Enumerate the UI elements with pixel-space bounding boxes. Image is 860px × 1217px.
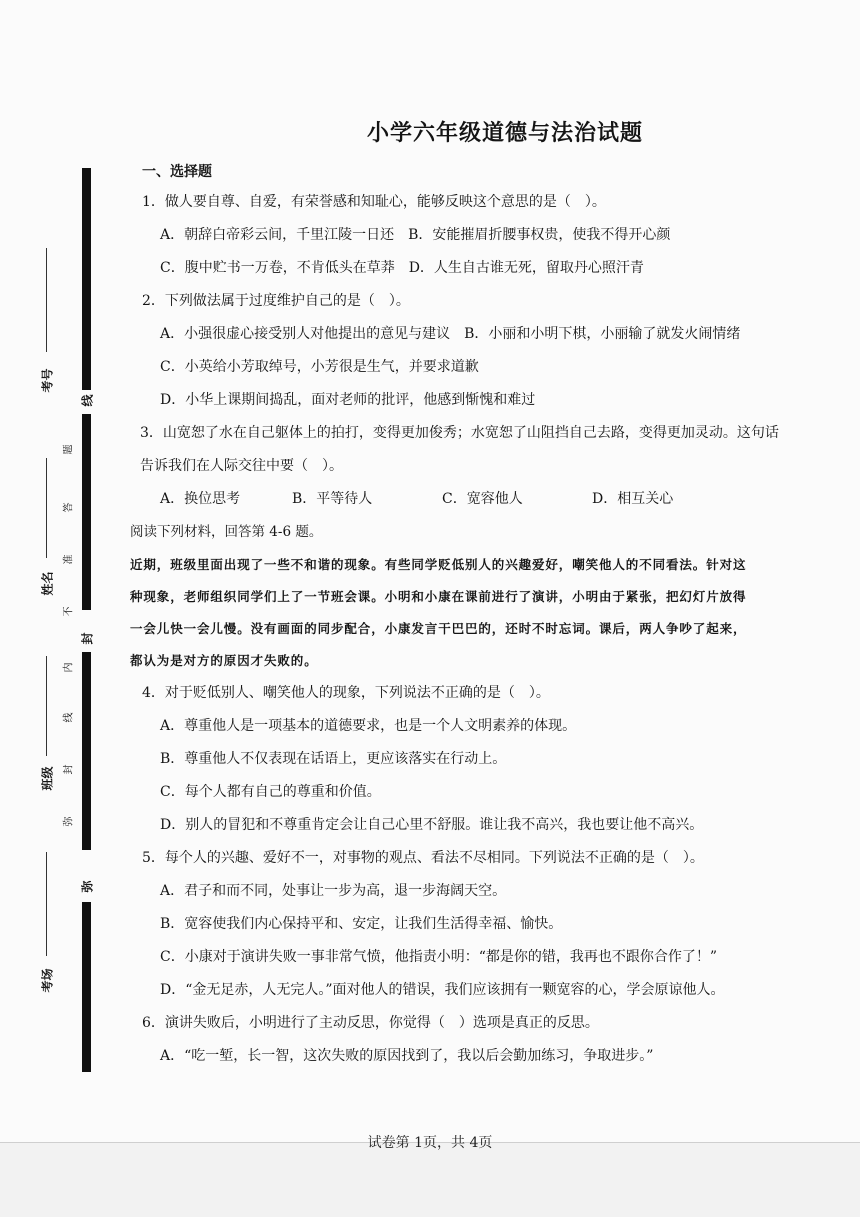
question-6-option-a: A．“吃一堑，长一智，这次失败的原因找到了，我以后会勤加练习，争取进步。” — [160, 1048, 654, 1064]
question-body — [130, 158, 842, 1073]
passage-line: 种现象，老师组织同学们上了一节班会课。小明和小康在课前进行了演讲，小明由于紧张，把幻灯片放得 — [130, 589, 747, 604]
question-3-option-a: A．换位思考 — [160, 491, 241, 507]
seal-char-line: 线 — [80, 394, 95, 407]
question-1-options-ab: A．朝辞白帝彩云间，千里江陵一日还 B．安能摧眉折腰事权贵，使我不得开心颜 — [160, 227, 671, 243]
page-edge — [0, 1142, 860, 1217]
reading-instruction: 阅读下列材料，回答第 4-6 题。 — [130, 524, 323, 540]
passage-line: 都认为是对方的原因才失败的。 — [130, 653, 318, 668]
binding-bar — [82, 902, 91, 1072]
seal-char-mi: 弥 — [80, 880, 95, 893]
question-3-options — [142, 483, 842, 516]
binding-bar — [82, 652, 91, 850]
label-text: 班级 — [40, 766, 55, 791]
question-4-option-d: D．别人的冒犯和不尊重肯定会让自己心里不舒服。谁让我不高兴，我也要让他不高兴。 — [160, 817, 704, 833]
question-3-option-d: D．相互关心 — [592, 491, 674, 507]
question-3-option-c: C．宽容他人 — [442, 491, 523, 507]
question-5-option-d: D．“金无足赤，人无完人。”面对他人的错误，我们应该拥有一颗宽容的心，学会原谅他人。 — [160, 982, 725, 998]
exam-room-line — [46, 852, 47, 956]
page-footer: 试卷第 1页，共 4页 — [367, 1135, 493, 1151]
question-3-line-2: 告诉我们在人际交往中要（ ）。 — [140, 458, 343, 474]
question-3-option-b: B．平等待人 — [292, 491, 373, 507]
label-exam-number — [39, 364, 56, 398]
notice-char: 内 — [63, 662, 75, 673]
notice-char: 答 — [63, 502, 75, 513]
label-class — [39, 762, 56, 796]
question-4-option-a: A．尊重他人是一项基本的道德要求，也是一个人文明素养的体现。 — [160, 718, 577, 734]
notice-char: 题 — [63, 444, 75, 455]
notice-char: 封 — [63, 764, 75, 775]
label-text: 考场 — [40, 968, 55, 993]
notice-char: 不 — [63, 606, 75, 617]
question-1-options-cd: C．腹中贮书一万卷，不肯低头在草莽 D．人生自古谁无死，留取丹心照汗青 — [160, 260, 644, 276]
question-6: 6．演讲失败后，小明进行了主动反思，你觉得（ ）选项是真正的反思。 — [142, 1015, 599, 1031]
label-text: 考号 — [40, 368, 55, 393]
question-4: 4．对于贬低别人、嘲笑他人的现象，下列说法不正确的是（ ）。 — [142, 685, 550, 701]
question-5-option-b: B．宽容使我们内心保持平和、安定，让我们生活得幸福、愉快。 — [160, 916, 563, 932]
class-line — [46, 656, 47, 756]
reading-passage — [130, 549, 842, 677]
question-4-option-b: B．尊重他人不仅表现在话语上，更应该落实在行动上。 — [160, 751, 507, 767]
passage-line: 一会儿快一会儿慢。没有画面的同步配合，小康发言干巴巴的，还时不时忘词。课后，两人争吵了起来， — [130, 621, 747, 636]
question-2: 2．下列做法属于过度维护自己的是（ ）。 — [142, 293, 410, 309]
page-title: 小学六年级道德与法治试题 — [366, 120, 643, 146]
question-2-options-ab: A．小强很虚心接受别人对他提出的意见与建议 B．小丽和小明下棋，小丽输了就发火闹情绪 — [160, 326, 741, 342]
binding-bar — [82, 414, 91, 610]
label-exam-room — [39, 964, 56, 998]
binding-bar — [82, 168, 91, 390]
question-4-option-c: C．每个人都有自己的尊重和价值。 — [160, 784, 381, 800]
question-5-option-a: A．君子和而不同，处事让一步为高，退一步海阔天空。 — [160, 883, 507, 899]
question-1: 1．做人要自尊、自爱，有荣誉感和知耻心，能够反映这个意思的是（ ）。 — [142, 194, 606, 210]
name-line — [46, 458, 47, 558]
question-5-option-c: C．小康对于演讲失败一事非常气愤，他指责小明：“都是你的错，我再也不跟你合作了！” — [160, 949, 718, 965]
passage-line: 近期，班级里面出现了一些不和谐的现象。有些同学贬低别人的兴趣爱好，嘲笑他人的不同看法。针对这 — [130, 557, 747, 572]
label-name — [39, 567, 56, 601]
notice-char: 准 — [63, 554, 75, 565]
seal-char-seal: 封 — [80, 632, 95, 645]
question-5: 5．每个人的兴趣、爱好不一，对事物的观点、看法不尽相同。下列说法不正确的是（ ）。 — [142, 850, 704, 866]
question-2-option-d: D．小华上课期间捣乱，面对老师的批评，他感到惭愧和难过 — [160, 392, 536, 408]
notice-char: 线 — [63, 712, 75, 723]
label-text: 姓名 — [40, 571, 55, 596]
question-3-line-1: 3．山宽恕了水在自己躯体上的拍打，变得更加俊秀；水宽恕了山阻挡自己去路，变得更加灵动。这句话 — [140, 425, 779, 441]
notice-char: 弥 — [63, 816, 75, 827]
exam-number-line — [46, 248, 47, 352]
question-2-option-c: C．小英给小芳取绰号，小芳很是生气，并要求道歉 — [160, 359, 479, 375]
section-heading: 一、选择题 — [142, 164, 212, 180]
